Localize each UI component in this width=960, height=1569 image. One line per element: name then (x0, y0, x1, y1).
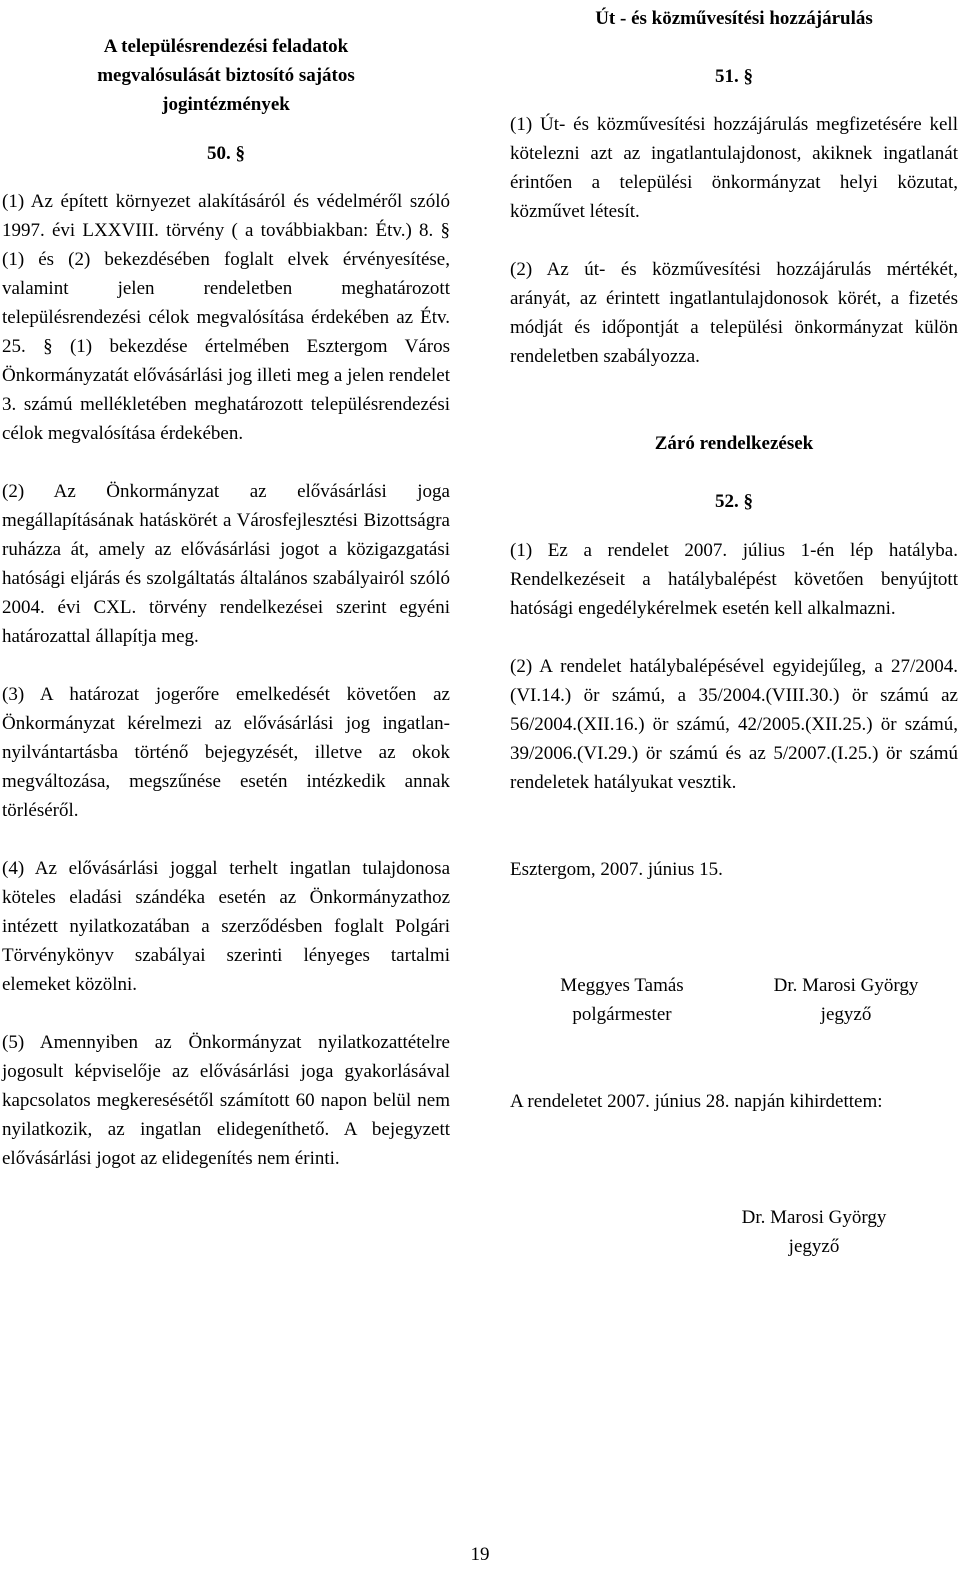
section-number: 52. § (715, 491, 753, 512)
section-number: 50. § (207, 143, 245, 164)
paragraph-52-2: (2) A rendelet hatálybalépésével egyidejűleg, a 27/2004. (VI.14.) ör számú, a 35/2004.(VIII.30.) ör számú az 56/2004.(XII.16.) ör számú, 42/2005.(XII.25.) ör számú, 39/2006.(VI.29.) ör számú és az 5/2007.(I.25.) ör számú rendeletek hatályukat vesztik. (510, 656, 958, 793)
signature-name: Meggyes Tamás (560, 975, 684, 996)
section-title: Záró rendelkezések (654, 433, 814, 454)
paragraph-2: (2) Az Önkormányzat az elővásárlási joga megállapításának hatáskörét a Városfejlesztési Bizottságra ruházza át, amely az elővásárlási jogot a közigazgatási hatósági eljárás és szolgáltatás általános szabályairól szóló 2004. évi CXL. törvény rendelkezései szerint egyéni határozattal állapítja meg. (2, 481, 450, 647)
promulgation-text: A rendeletet 2007. június 28. napján kihirdettem: (510, 1091, 883, 1112)
paragraph-51-2: (2) Az út- és közművesítési hozzájárulás mértékét, arányát, az érintett ingatlantulajdonosok körét, a fizetés módját és időpontját a települési önkormányzat külön rendeletben szabályozza. (510, 259, 958, 367)
final-signature (510, 1203, 958, 1261)
signature-name: Dr. Marosi György (741, 1207, 887, 1228)
signature-notary (734, 971, 958, 1029)
signature-block (510, 971, 958, 1029)
place-date: Esztergom, 2007. június 15. (510, 859, 723, 880)
paragraph-3: (3) A határozat jogerőre emelkedését követően az Önkormányzat kérelmezi az elővásárlási jog ingatlan-nyilvántartásba történő bejegyzését, illetve az okok megváltozása, megszűnése esetén intézkedik annak törléséről. (2, 684, 450, 821)
section-title: Út - és közművesítési hozzájárulás (595, 8, 873, 29)
signature-name: Dr. Marosi György (773, 975, 919, 996)
signature-title: jegyző (788, 1236, 840, 1257)
paragraph-51-1: (1) Út- és közművesítési hozzájárulás megfizetésére kell kötelezni azt az ingatlantulajdonost, akiknek ingatlanát érintően a települési önkormányzat helyi közutat, közművet létesít. (510, 114, 958, 222)
section-number: 51. § (715, 66, 753, 87)
paragraph-52-1: (1) Ez a rendelet 2007. július 1-én lép hatályba. Rendelkezéseit a hatálybalépést követően benyújtott hatósági engedélykérelmek esetén kell alkalmazni. (510, 540, 958, 619)
section-title: A településrendezési feladatok megvalósulását biztosító sajátos jogintézmények (97, 36, 355, 115)
paragraph-1: (1) Az épített környezet alakításáról és védelméről szóló 1997. évi LXXVIII. törvény ( a továbbiakban: Étv.) 8. § (1) és (2) bekezdésében foglalt elvek érvényesítése, valamint jelen rendeletben meghatározott településrendezési célok megvalósítása érdekében az Étv. 25. § (1) bekezdése értelmében Esztergom Város Önkormányzatát elővásárlási jog illeti meg a jelen rendelet 3. számú mellékletében meghatározott településrendezési célok megvalósítása érdekében. (2, 191, 450, 444)
signature-mayor (510, 971, 734, 1029)
paragraph-4: (4) Az elővásárlási joggal terhelt ingatlan tulajdonosa köteles eladási szándéka esetén az Önkormányzathoz intézett nyilatkozatában a szerződésben foglalt Polgári Törvénykönyv szabályai szerinti lényeges tartalmi elemeket közölni. (2, 858, 450, 995)
signature-title: jegyző (820, 1004, 872, 1025)
page-number: 19 (470, 1544, 490, 1565)
signature-title: polgármester (572, 1004, 672, 1025)
left-column (2, 0, 450, 1173)
right-column (510, 0, 958, 1261)
paragraph-5: (5) Amennyiben az Önkormányzat nyilatkozattételre jogosult képviselője az elővásárlási joga gyakorlásával kapcsolatos megkeresésétől számított 60 napon belül nem nyilatkozik, az ingatlan elidegeníthető. A bejegyzett elővásárlási jogot az elidegenítés nem érinti. (2, 1032, 450, 1169)
